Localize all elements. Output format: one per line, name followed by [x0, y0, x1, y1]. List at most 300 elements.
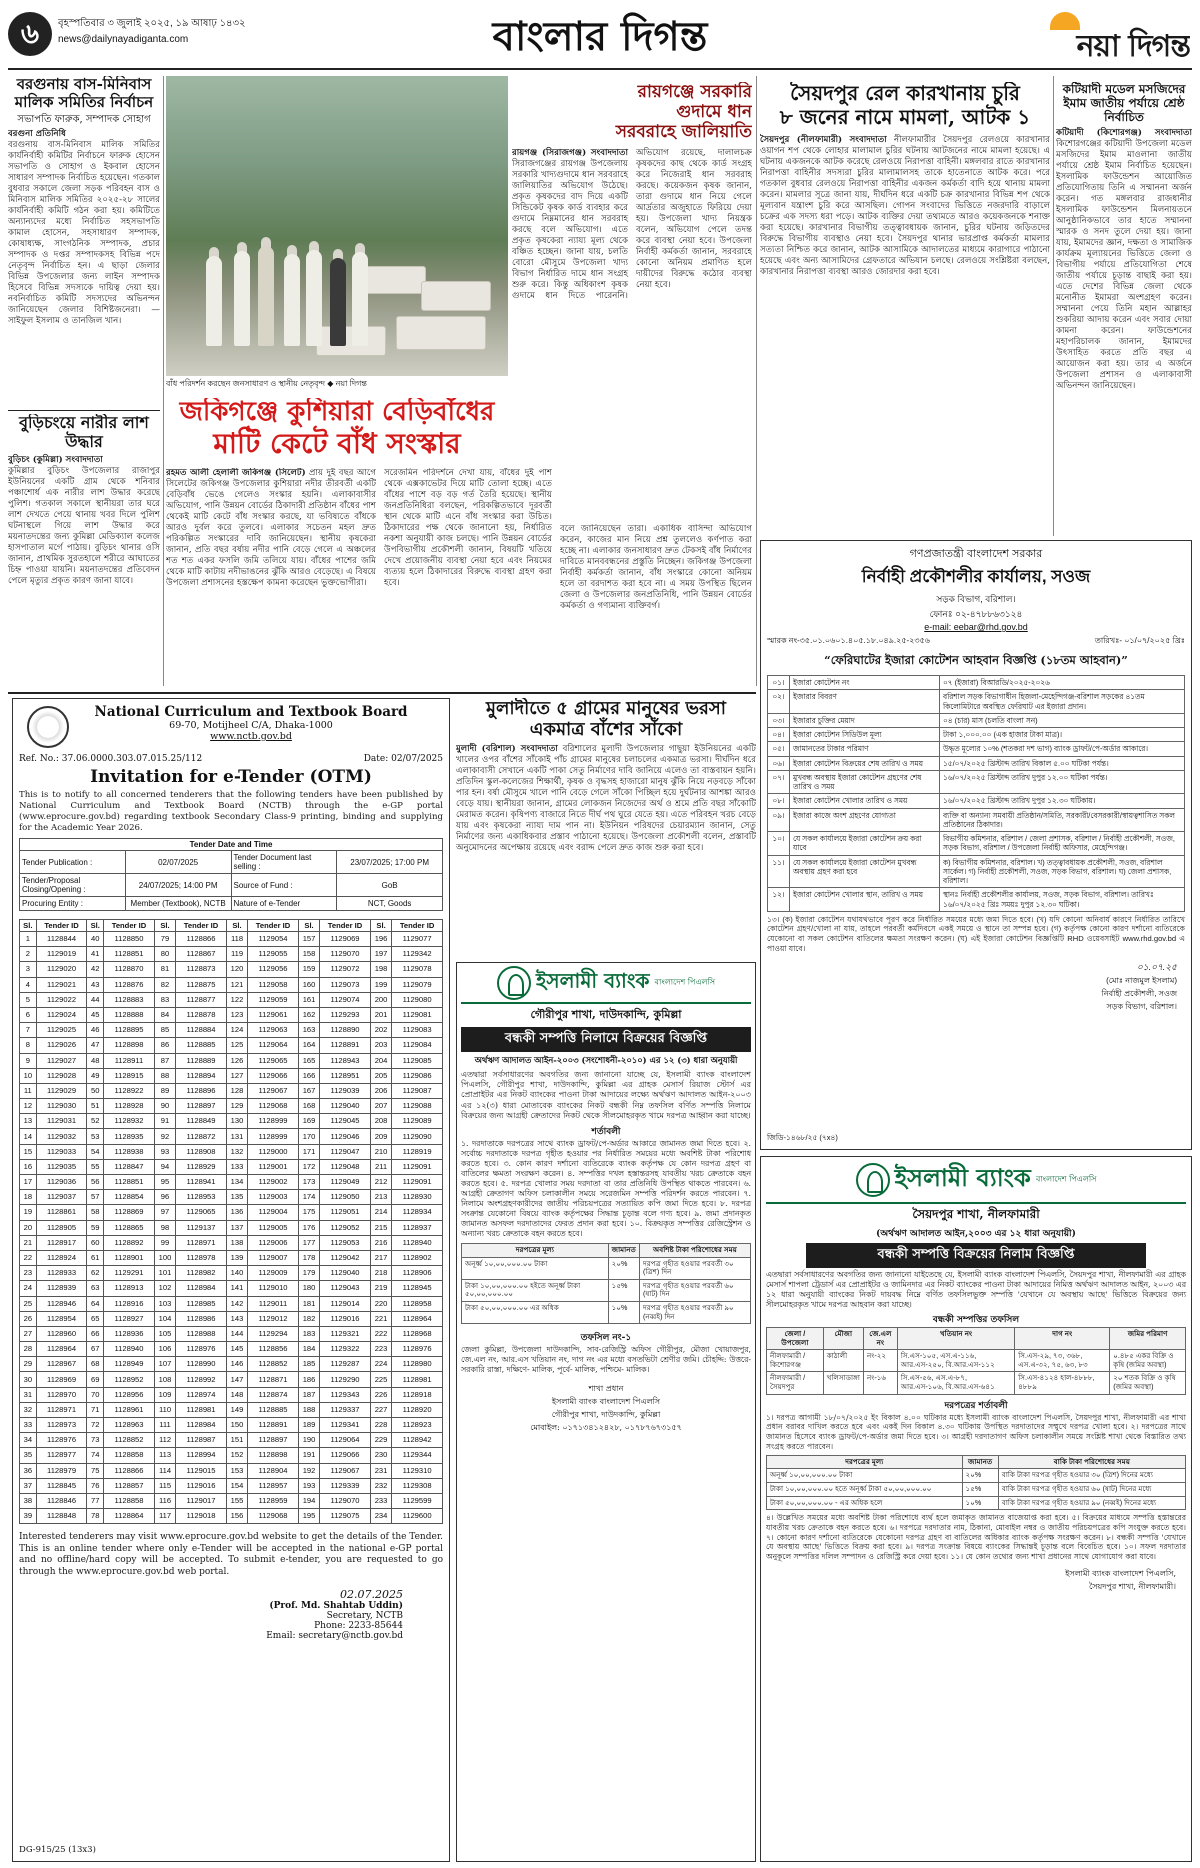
- serial-cell: 34: [20, 1433, 37, 1448]
- section-divider: [8, 692, 756, 694]
- table-cell: বাকি টাকা দরপত্র গৃহীত হওয়ার ৩০ (ত্রিশ) দিনের মধ্যে: [998, 1469, 1185, 1483]
- tender-id-cell: 1128935: [104, 1129, 155, 1144]
- table-row: [768, 808, 1185, 832]
- tender-id-cell: 1128957: [248, 1478, 299, 1493]
- serial-cell: 156: [226, 1509, 247, 1524]
- serial-cell: 5: [20, 992, 37, 1007]
- tender-id-cell: 1129039: [320, 1083, 371, 1098]
- tender-id-cell: 1129000: [248, 1144, 299, 1159]
- row-key: মুখবন্ধ অবস্থায় ইজারা কোটেশন গ্রহণের শেষ তারিখ ও সময়: [790, 770, 940, 794]
- price-table: [766, 1455, 1186, 1511]
- table-cell: ২০ শতক বিক্রি ও কৃষি (জমির অবস্থা): [1110, 1372, 1186, 1394]
- tender-id-cell: 1128845: [36, 1478, 87, 1493]
- serial-cell: 122: [226, 992, 247, 1007]
- serial-cell: 134: [226, 1175, 247, 1190]
- serial-cell: 211: [370, 1159, 391, 1174]
- tender-id-cell: 1129081: [392, 1007, 443, 1022]
- tender-id-cell: 1128994: [176, 1448, 227, 1463]
- column-header-tender-id: Tender ID: [176, 920, 227, 932]
- serial-cell: 192: [298, 1463, 319, 1478]
- signer-name: (মোঃ নাজমুল ইসলাম): [1106, 975, 1177, 985]
- serial-cell: 158: [298, 947, 319, 962]
- serial-cell: 201: [370, 1007, 391, 1022]
- serial-cell: 48: [87, 1053, 104, 1068]
- headline-line-2: মাটি কেটে বাঁধ সংস্কার: [213, 426, 461, 460]
- headline: রায়গঞ্জে সরকারি গুদামে ধান সরবরাহে জালিয়াতি: [615, 82, 752, 143]
- serial-cell: 49: [87, 1068, 104, 1083]
- tender-id-cell: 1128940: [104, 1342, 155, 1357]
- article-mosque-imam: [1056, 82, 1192, 532]
- row-value: স্থানঃ নির্বাহী প্রকৌশলীর কার্যালয়, সওজ, সড়ক বিভাগ, বরিশাল। তারিখঃ ১৬/০৭/২০২৫ খ্রিঃ সময়ঃ দুপুর ১২.৩০ ঘটিকা।: [940, 888, 1185, 912]
- article-body: কিশোরগঞ্জের কটিয়াদী উপজেলা মডেল মসজিদের ইমাম মাওলানা জাতীয় পর্যায়ে শ্রেষ্ঠ ইমাম নির্বাচিত হয়েছেন। ইসলামিক ফাউন্ডেশন আয়োজিত প্রতিযোগিতায় তিনি এ সম্মাননা অর্জন করেন। গত মঙ্গলবার রাজধানীর ইসলামিক ফাউন্ডেশন মিলনায়তনে আনুষ্ঠানিকভাবে তার হাতে সম্মাননা স্মারক ও সনদ তুলে দেয়া হয়। জানা যায়, ইমামদের জ্ঞান, দক্ষতা ও সামাজিক কার্যক্রম মূল্যায়নের ভিত্তিতে জেলা ও বিভাগীয় পর্যায়ে প্রতিযোগিতা শেষে জাতীয় পর্যায়ে চূড়ান্ত বাছাই করা হয়। এতে দেশের বিভিন্ন জেলা থেকে মনোনীত ইমামরা অংশগ্রহণ করেন। সম্মাননা পেয়ে তিনি মহান আল্লাহর শুকরিয়া আদায় করেন এবং সবার দোয়া কামনা করেন। ফাউন্ডেশনের মহাপরিচালক জানান, ইমামদের উৎসাহিত করতে প্রতি বছর এ আয়োজন করা হয়। তার এ অর্জনে উপজেলা প্রশাসন ও এলাকাবাসী অভিনন্দন জানিয়েছেন।: [1056, 139, 1192, 392]
- tender-id-cell: 1129048: [320, 1159, 371, 1174]
- law-line: (অর্থঋণ আদালত আইন,২০০৩ এর ১২ ধারা অনুযায়ী): [876, 1229, 1076, 1239]
- serial-cell: 135: [226, 1190, 247, 1205]
- signer-phone: মোবাইল: ০১৭১৩৪১২৪২৮, ০১৭৮৭৬৭৩১৫৭: [530, 1423, 682, 1433]
- serial-cell: 9: [20, 1053, 37, 1068]
- tender-id-cell: 1129025: [36, 1023, 87, 1038]
- byline: কটিয়াদী (কিশোরগঞ্জ) সংবাদদাতা: [1056, 128, 1192, 139]
- column-header-tender-id: Tender ID: [104, 920, 155, 932]
- serial-cell: 181: [298, 1296, 319, 1311]
- serial-cell: 127: [226, 1068, 247, 1083]
- serial-cell: 187: [298, 1387, 319, 1402]
- table-row: [768, 690, 1185, 714]
- office-email[interactable]: e-mail: eebar@rhd.gov.bd: [924, 622, 1028, 632]
- tender-id-cell: 1128992: [176, 1372, 227, 1387]
- tender-id-cell: 1128942: [392, 1433, 443, 1448]
- tender-id-cell: 1129088: [392, 1099, 443, 1114]
- article-rice-depot: [512, 82, 752, 522]
- serial-cell: 75: [87, 1463, 104, 1478]
- table-cell: ০.৪৮৫ একর বিক্রি ও কৃষি (জমির অবস্থা): [1110, 1350, 1186, 1372]
- serial-cell: 164: [298, 1038, 319, 1053]
- tender-intro: This is to notify to all concerned tenderers that the following tenders have been published by National Curriculum and Textbook Board (NCTB) through the e-GP portal (www.eprocure.gov.bd) regarding textbook Secondary Class-9 printing, binding and supplying for the Academic Year 2026.: [19, 790, 443, 833]
- table-row: [20, 1099, 443, 1114]
- memo-date: তারিখঃ- ০১/০৭/২০২৫ খ্রিঃ: [1094, 636, 1185, 645]
- tender-id-cell: 1128858: [104, 1493, 155, 1508]
- serial-cell: 168: [298, 1099, 319, 1114]
- row-key: যে সকল কার্যালয়ে ইজারা কোটেশন ক্রয় করা যাবে: [790, 832, 940, 856]
- table-cell: সি.এস-২৯, ৭৩, ৩৬৮, এস.এ-৩২, ৭৫, ৬৩, ৮৩: [1015, 1350, 1110, 1372]
- signer-bank: ইসলামী ব্যাংক বাংলাদেশ পিএলসি: [551, 1397, 661, 1407]
- tender-id-cell: 1129065: [176, 1205, 227, 1220]
- tender-id-cell: 1129077: [392, 932, 443, 947]
- tender-id-cell: 1129030: [36, 1099, 87, 1114]
- column-header-sl: Sl.: [20, 920, 37, 932]
- tender-id-cell: 1128889: [176, 1053, 227, 1068]
- tender-id-cell: 1129050: [320, 1190, 371, 1205]
- tender-id-cell: 1128978: [176, 1250, 227, 1265]
- office-sub: সড়ক বিভাগ, বরিশাল।: [936, 594, 1016, 604]
- serial-cell: 28: [20, 1342, 37, 1357]
- serial-cell: 199: [370, 977, 391, 992]
- tender-id-cell: 1128891: [320, 1038, 371, 1053]
- table-row: [768, 756, 1185, 770]
- tender-id-cell: 1129087: [392, 1083, 443, 1098]
- ad-code: জিডি-১৪৬৮/২৫ (৭x৪): [767, 1133, 838, 1142]
- tender-id-cell: 1128936: [104, 1326, 155, 1341]
- serial-cell: 32: [20, 1402, 37, 1417]
- serial-cell: 55: [87, 1159, 104, 1174]
- serial-cell: 217: [370, 1250, 391, 1265]
- tender-id-cell: 1128876: [104, 977, 155, 992]
- serial-cell: 60: [87, 1235, 104, 1250]
- notice-date: Date: 02/07/2025: [363, 754, 443, 764]
- tender-id-cell: 1128937: [392, 1220, 443, 1235]
- serial-cell: 171: [298, 1144, 319, 1159]
- tender-id-cell: 1129029: [36, 1083, 87, 1098]
- byline: বুড়িচং (কুমিল্লা) সংবাদদাতা: [8, 454, 103, 465]
- serial-cell: 155: [226, 1493, 247, 1508]
- tender-id-cell: 1129064: [248, 1038, 299, 1053]
- row-value: উদ্ধৃত মূল্যের ১০% (শতকরা দশ ভাগ) ব্যাংক ড্রাফট/পে-অর্ডার আকারে।: [940, 742, 1185, 756]
- tender-id-table: [19, 919, 443, 1524]
- serial-cell: 117: [154, 1509, 175, 1524]
- serial-cell: 209: [370, 1129, 391, 1144]
- table-row: [768, 676, 1185, 690]
- signer-phone: Phone: 2233-85644: [314, 1621, 403, 1632]
- serial-cell: 76: [87, 1478, 104, 1493]
- tender-id-cell: 1128967: [36, 1357, 87, 1372]
- tender-id-cell: 1129074: [320, 992, 371, 1007]
- serial-cell: 189: [298, 1418, 319, 1433]
- tender-id-cell: 1128867: [176, 947, 227, 962]
- org-name: National Curriculum and Textbook Board: [94, 704, 408, 720]
- serial-cell: 82: [154, 977, 175, 992]
- table-row: [20, 1190, 443, 1205]
- tender-id-cell: 1128844: [36, 932, 87, 947]
- serial-cell: 110: [154, 1402, 175, 1417]
- tender-title: Invitation for e-Tender (OTM): [90, 767, 372, 787]
- tender-id-cell: 1128940: [392, 1235, 443, 1250]
- signer-title: নির্বাহী প্রকৌশলী, সওজ: [1101, 988, 1177, 998]
- tender-id-cell: 1129043: [320, 1281, 371, 1296]
- column-header: অবশিষ্ট টাকা পরিশোধের সময়: [639, 1243, 750, 1257]
- tender-id-cell: 1129020: [36, 962, 87, 977]
- row-value: টাকা ১,০০০.০০ (এক হাজার টাকা মাত্র)।: [940, 728, 1185, 742]
- table-cell: নীলফামারী / কিশোরগঞ্জ: [767, 1350, 824, 1372]
- serial-cell: 136: [226, 1205, 247, 1220]
- serial-cell: 137: [226, 1220, 247, 1235]
- tender-id-cell: 1129052: [320, 1220, 371, 1235]
- tender-id-cell: 1128891: [248, 1418, 299, 1433]
- serial-cell: 53: [87, 1129, 104, 1144]
- article-body: বরিশালের মুলাদী উপজেলার গাছুয়া ইউনিয়নের একটি খালের ওপর বাঁশের সাঁকোই পাঁচ গ্রামের মানুষের চলাচলের একমাত্র ভরসা। দীর্ঘদিন ধরে এলাকাবাসী সেখানে একটি পাকা সেতু নির্মাণের দাবি জানিয়ে এলেও তা বাস্তবায়ন হয়নি। প্রতিদিন স্কুল-কলেজের শিক্ষার্থী, কৃষক ও বৃদ্ধসহ হাজারো মানুষ ঝুঁকি নিয়ে নড়বড়ে সাঁকো পার হন। বর্ষা মৌসুমে খালে পানি বেড়ে গেলে সাঁকো পিচ্ছিল হয়ে দুর্ঘটনার আশঙ্কা আরও বেড়ে যায়। স্থানীয়রা জানান, গ্রামের লোকজন নিজেদের অর্থ ও শ্রমে প্রতি বছর সাঁকোটি মেরামত করেন। কৃষিপণ্য বাজারে নিতে দীর্ঘ পথ ঘুরে যেতে হয়। এতে পরিবহন খরচ বেড়ে যায় এবং কৃষকেরা ন্যায্য দাম পান না। ইউনিয়ন পরিষদের চেয়ারম্যান জানান, সেতু নির্মাণের জন্য একাধিকবার প্রস্তাব পাঠানো হয়েছে। উপজেলা প্রকৌশলী বলেন, প্রস্তাবটি অনুমোদনের অপেক্ষায় রয়েছে এবং বরাদ্দ পেলে দ্রুত কাজ শুরু করা হবে।: [456, 744, 756, 854]
- serial-cell: 204: [370, 1053, 391, 1068]
- serial-cell: 83: [154, 992, 175, 1007]
- serial-cell: 154: [226, 1478, 247, 1493]
- serial-cell: 159: [298, 962, 319, 977]
- tender-id-cell: 1128873: [176, 962, 227, 977]
- table-row: [20, 992, 443, 1007]
- tender-id-cell: 1129291: [104, 1266, 155, 1281]
- serial-cell: 68: [87, 1357, 104, 1372]
- serial-cell: 232: [370, 1478, 391, 1493]
- tender-id-cell: 1129042: [320, 1250, 371, 1265]
- row-number: ০৪।: [768, 728, 790, 742]
- terms-title: দরপত্রের শর্তাবলী: [944, 1400, 1008, 1411]
- serial-cell: 84: [154, 1007, 175, 1022]
- serial-cell: 161: [298, 992, 319, 1007]
- tender-id-cell: 1129310: [392, 1463, 443, 1478]
- serial-cell: 220: [370, 1296, 391, 1311]
- masthead-email[interactable]: news@dailynayadiganta.com: [58, 34, 189, 45]
- table-cell: ১০%: [962, 1496, 998, 1510]
- tender-id-cell: 1128858: [104, 1448, 155, 1463]
- headline: বুড়িচংয়ে নারীর লাশ উদ্ধার: [19, 414, 149, 451]
- serial-cell: 114: [154, 1463, 175, 1478]
- headline-line-1: জকিগঞ্জে কুশিয়ারা বেড়িবাঁধের: [179, 398, 495, 427]
- serial-cell: 138: [226, 1235, 247, 1250]
- subhead: সভাপতি ফারুক, সম্পাদক সোহাগ: [17, 114, 151, 126]
- tender-id-cell: 1129021: [36, 977, 87, 992]
- row-number: ০৯।: [768, 808, 790, 832]
- serial-cell: 147: [226, 1372, 247, 1387]
- serial-cell: 162: [298, 1007, 319, 1022]
- serial-cell: 78: [87, 1509, 104, 1524]
- serial-cell: 106: [154, 1342, 175, 1357]
- tender-id-cell: 1128857: [104, 1478, 155, 1493]
- tender-id-cell: 1128988: [176, 1326, 227, 1341]
- tender-id-cell: 1129016: [176, 1478, 227, 1493]
- tender-id-cell: 1129599: [392, 1493, 443, 1508]
- signer-email[interactable]: Email: secretary@nctb.gov.bd: [266, 1631, 403, 1642]
- table-row: [20, 1357, 443, 1372]
- table-cell: ১০%: [608, 1302, 639, 1324]
- serial-cell: 97: [154, 1205, 175, 1220]
- serial-cell: 81: [154, 962, 175, 977]
- serial-cell: 219: [370, 1281, 391, 1296]
- table-row: [20, 1235, 443, 1250]
- signature: 02.07.2025: [340, 1588, 403, 1602]
- tender-id-cell: 1128943: [320, 1053, 371, 1068]
- serial-cell: 18: [20, 1190, 37, 1205]
- table-cell: দরপত্র গৃহীত হওয়ার পরবর্তী ৬০ (ষাট) দিন: [639, 1279, 750, 1301]
- serial-cell: 146: [226, 1357, 247, 1372]
- row-key: ইজারা কাজে অংশ গ্রহণের যোগ্যতা: [790, 808, 940, 832]
- tender-id-cell: 1128923: [392, 1418, 443, 1433]
- column-header-sl: Sl.: [87, 920, 104, 932]
- serial-cell: 175: [298, 1205, 319, 1220]
- serial-cell: 163: [298, 1023, 319, 1038]
- table-header-row: [462, 1243, 751, 1257]
- table-cell: খলিসাডাঙ্গা: [823, 1372, 863, 1394]
- serial-cell: 206: [370, 1083, 391, 1098]
- row-number: ০৬।: [768, 756, 790, 770]
- serial-cell: 40: [87, 932, 104, 947]
- islami-bank-logo-icon: [497, 966, 531, 1000]
- tender-id-cell: 1128952: [104, 1372, 155, 1387]
- tender-id-cell: 1129009: [248, 1266, 299, 1281]
- table-cell: সি.এস-১০৫, এস.এ-১১৬, আর.এস-২৫০, বি.আর.এস-১১২: [897, 1350, 1014, 1372]
- tender-id-cell: 1128939: [36, 1281, 87, 1296]
- column-header: জামানত: [608, 1243, 639, 1257]
- serial-cell: 1: [20, 932, 37, 947]
- serial-cell: 2: [20, 947, 37, 962]
- tender-id-cell: 1128976: [392, 1342, 443, 1357]
- tender-id-cell: 1128901: [104, 1250, 155, 1265]
- serial-cell: 222: [370, 1326, 391, 1341]
- serial-cell: 54: [87, 1144, 104, 1159]
- serial-cell: 26: [20, 1311, 37, 1326]
- tender-id-cell: 1129337: [320, 1402, 371, 1417]
- serial-cell: 160: [298, 977, 319, 992]
- tender-id-cell: 1128963: [104, 1418, 155, 1433]
- notice-table: [767, 675, 1185, 912]
- tender-id-cell: 1129046: [320, 1129, 371, 1144]
- tender-id-cell: 1128919: [392, 1144, 443, 1159]
- tender-id-cell: 1129045: [320, 1114, 371, 1129]
- table-cell: সি.এস-৪১২৪ হাল-৪৮৮৮, ৪৮৮৯: [1015, 1372, 1110, 1394]
- table-row: [768, 770, 1185, 794]
- serial-cell: 25: [20, 1296, 37, 1311]
- tender-id-cell: 1129091: [392, 1159, 443, 1174]
- row-value: ব্যক্তি বা অন্যান্য সমবায়ী প্রতিষ্ঠান/সমিতি, সরকারী/বেসরকারী/স্বায়ত্বশাসিত সকল প্রতিষ্ঠানের ঠিকাদার।: [940, 808, 1185, 832]
- tender-id-cell: 1128902: [392, 1250, 443, 1265]
- table-row: [20, 1463, 443, 1478]
- table-row: [20, 1083, 443, 1098]
- tender-id-cell: 1129068: [248, 1509, 299, 1524]
- notice-title: “ফেরিঘাটের ইজারা কোটেশন আহবান বিজ্ঞপ্তি (১৮তম আহবান)”: [824, 653, 1128, 667]
- tender-id-cell: 1129339: [320, 1478, 371, 1493]
- tender-id-cell: 1129001: [248, 1159, 299, 1174]
- headline: কটিয়াদী মডেল মসজিদের ইমাম জাতীয় পর্যায়ে শ্রেষ্ঠ নির্বাচিত: [1062, 82, 1186, 125]
- table-row: [20, 947, 443, 962]
- serial-cell: 37: [20, 1478, 37, 1493]
- serial-cell: 63: [87, 1281, 104, 1296]
- article-body-col3: বলে জানিয়েছেন তারা। একাধিক বাসিন্দা অভিযোগ করেন, কাজের মান নিয়ে প্রশ্ন তুললেও কর্ণপাত করা হচ্ছে না। এলাকার জনসাধারণ দ্রুত টেকসই বাঁধ নির্মাণের দাবিতে মানববন্ধনের প্রস্তুতি নিচ্ছেন। জকিগঞ্জ উপজেলা নির্বাহী কর্মকর্তা জানান, বাঁধ সংস্কারে কোনো অনিয়ম হলে তা বরদাশত করা হবে না। এ সময় উপস্থিত ছিলেন জেলা ও উপজেলার জনপ্রতিনিধি, পানি উন্নয়ন বোর্ডের কর্মকর্তা ও গণ্যমান্য ব্যক্তিবর্গ।: [560, 524, 752, 611]
- tender-id-cell: 1128854: [104, 1190, 155, 1205]
- tender-id-cell: 1128851: [104, 1175, 155, 1190]
- row-key: ইজারা কোটেশন খোলার স্থান, তারিখ ও সময়: [790, 888, 940, 912]
- serial-cell: 70: [87, 1387, 104, 1402]
- table-row: [20, 1509, 443, 1524]
- serial-cell: 104: [154, 1311, 175, 1326]
- table-row: [768, 794, 1185, 808]
- serial-cell: 207: [370, 1099, 391, 1114]
- tender-id-cell: 1128934: [392, 1205, 443, 1220]
- serial-cell: 66: [87, 1326, 104, 1341]
- ib-gouripur-notice: [456, 962, 756, 1862]
- article-kushiara: [166, 468, 752, 686]
- tender-id-cell: 1128930: [392, 1190, 443, 1205]
- serial-cell: 208: [370, 1114, 391, 1129]
- column-header: জমির পরিমাণ: [1110, 1327, 1186, 1349]
- table-row: [768, 728, 1185, 742]
- tender-id-cell: 1128999: [248, 1129, 299, 1144]
- table-row: [20, 932, 443, 947]
- serial-cell: 19: [20, 1205, 37, 1220]
- serial-cell: 16: [20, 1159, 37, 1174]
- serial-cell: 145: [226, 1342, 247, 1357]
- serial-cell: 57: [87, 1190, 104, 1205]
- tender-id-cell: 1128960: [36, 1326, 87, 1341]
- tender-id-cell: 1128892: [104, 1235, 155, 1250]
- tender-id-cell: 1128888: [104, 1007, 155, 1022]
- serial-cell: 13: [20, 1114, 37, 1129]
- tender-id-cell: 1128977: [36, 1448, 87, 1463]
- tender-id-cell: 1128871: [248, 1372, 299, 1387]
- column-header: জেলা / উপজেলা: [767, 1327, 824, 1349]
- tender-id-cell: 1129017: [176, 1493, 227, 1508]
- tender-id-cell: 1128865: [104, 1220, 155, 1235]
- serial-cell: 47: [87, 1038, 104, 1053]
- serial-cell: 176: [298, 1220, 319, 1235]
- tender-id-cell: 1128915: [104, 1068, 155, 1083]
- serial-cell: 95: [154, 1175, 175, 1190]
- serial-cell: 10: [20, 1068, 37, 1083]
- schedule-title: বন্ধকী সম্পত্তির তফসিল: [932, 1314, 1020, 1325]
- tender-id-cell: 1128946: [36, 1296, 87, 1311]
- serial-cell: 29: [20, 1357, 37, 1372]
- table-row: [20, 1342, 443, 1357]
- serial-cell: 191: [298, 1448, 319, 1463]
- masthead-rule: [8, 68, 1192, 70]
- column-header: দরপত্রের মূল্য: [767, 1455, 963, 1469]
- serial-cell: 228: [370, 1418, 391, 1433]
- serial-cell: 87: [154, 1053, 175, 1068]
- serial-cell: 130: [226, 1114, 247, 1129]
- column-divider: [756, 76, 757, 686]
- tender-id-cell: 1128971: [176, 1235, 227, 1250]
- row-number: ০২।: [768, 690, 790, 714]
- tender-id-cell: 1128933: [36, 1266, 87, 1281]
- serial-cell: 123: [226, 1007, 247, 1022]
- column-header-tender-id: Tender ID: [320, 920, 371, 932]
- table-row: [20, 977, 443, 992]
- tender-id-cell: 1128883: [104, 992, 155, 1007]
- serial-cell: 101: [154, 1266, 175, 1281]
- tender-id-cell: 1129091: [392, 1175, 443, 1190]
- nctb-seal-icon: [27, 706, 69, 748]
- serial-cell: 169: [298, 1114, 319, 1129]
- row-value: বিভাগীয় কমিশনার, বরিশাল / জেলা প্রশাসক, বরিশাল / নির্বাহী প্রকৌশলী, সওজ, সড়ক বিভাগ, বরিশাল / উপজেলা নির্বাহী অফিসার, মেহেন্দিগঞ্জ।: [940, 832, 1185, 856]
- tender-id-cell: 1128938: [104, 1144, 155, 1159]
- serial-cell: 4: [20, 977, 37, 992]
- headline-line-2: একমাত্র বাঁশের সাঁকো: [529, 719, 683, 741]
- column-header-sl: Sl.: [370, 920, 391, 932]
- tender-id-cell: 1129058: [248, 977, 299, 992]
- serial-cell: 182: [298, 1311, 319, 1326]
- org-website[interactable]: www.nctb.gov.bd: [210, 731, 292, 742]
- memo-number: স্মারক নং-৩৫.০১.০৬০১.৪০৫.১৮.০৪৯.২৫-২৩৫৬: [767, 636, 930, 645]
- tender-id-cell: 1128959: [248, 1493, 299, 1508]
- tender-id-cell: 1128984: [176, 1418, 227, 1433]
- serial-cell: 213: [370, 1190, 391, 1205]
- tender-id-cell: 1129011: [248, 1296, 299, 1311]
- serial-cell: 126: [226, 1053, 247, 1068]
- table-row: [767, 1482, 1186, 1496]
- tender-id-cell: 1129342: [392, 947, 443, 962]
- serial-cell: 79: [154, 932, 175, 947]
- serial-cell: 89: [154, 1083, 175, 1098]
- serial-cell: 51: [87, 1099, 104, 1114]
- table-row: [767, 1496, 1186, 1510]
- serial-cell: 214: [370, 1205, 391, 1220]
- table-cell: ১৫%: [962, 1482, 998, 1496]
- tender-id-cell: 1129290: [320, 1372, 371, 1387]
- serial-cell: 149: [226, 1402, 247, 1417]
- tender-id-cell: 1129047: [320, 1144, 371, 1159]
- bank-sub: বাংলাদেশ পিএলসি: [654, 977, 716, 987]
- price-table: [461, 1243, 751, 1324]
- logo-text: নয়া দিগন্ত: [1076, 29, 1190, 62]
- table-row: [20, 1175, 443, 1190]
- serial-cell: 35: [20, 1448, 37, 1463]
- table-row: [768, 713, 1185, 727]
- serial-cell: 198: [370, 962, 391, 977]
